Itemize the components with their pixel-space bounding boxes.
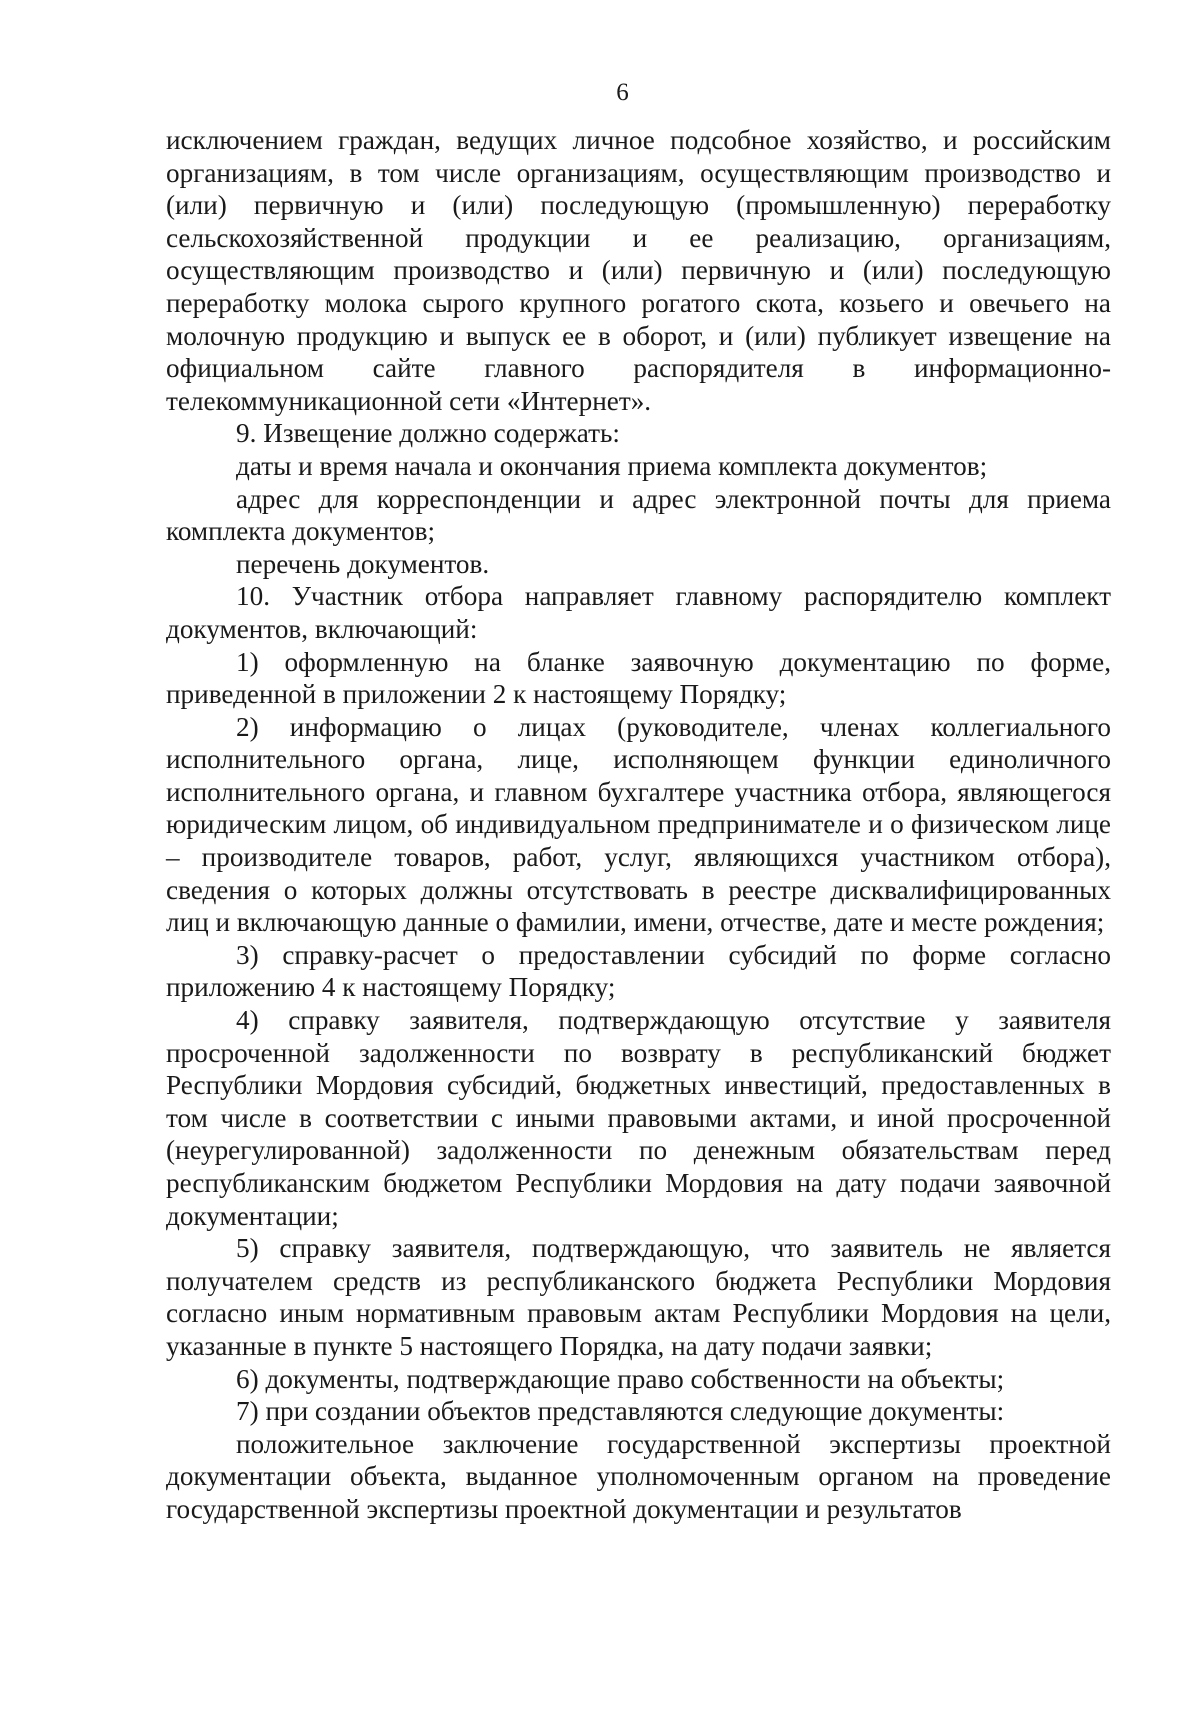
paragraph-subitem-6: 6) документы, подтверждающие право собственности на объекты; (236, 1363, 1005, 1394)
paragraph-subitem-3: 3) справку-расчет о предоставлении субсидий по форме согласно приложению 4 к настоящему Порядку; (166, 939, 1111, 1003)
paragraph-subitem-5: 5) справку заявителя, подтверждающую, что заявитель не является получателем средств из республиканского бюджета Республики Мордовия согласно иным нормативным правовым актам Республики Мордовия на цели, указанные в пункте 5 настоящего Порядка, на дату подачи заявки; (166, 1233, 1111, 1361)
paragraph-expertise: положительное заключение государственной экспертизы проектной документации объекта, выданное уполномоченным органом на проведение государственной экспертизы проектной документации и результатов (166, 1428, 1111, 1524)
document-body (166, 124, 1111, 1526)
paragraph-subitem-1: 1) оформленную на бланке заявочную документацию по форме, приведенной в приложении 2 к настоящему Порядку; (166, 646, 1111, 710)
paragraph-item-10: 10. Участник отбора направляет главному распорядителю комплект документов, включающий: (166, 581, 1111, 644)
paragraph-continuation: исключением граждан, ведущих личное подсобное хозяйство, и российским организациям, в том числе организациям, осуществляющим производство и (или) первичную и (или) последующую (промышленную) переработку сельскохозяйственной продукции и ее реализацию, организациям, осуществляющим производство и (или) первичную и (или) последующую переработку молока сырого крупного рогатого скота, козьего и овечьего на молочную продукцию и выпуск ее в оборот, и (или) публикует извещение на официальном сайте главного распорядителя в информационно-телекоммуникационной сети «Интернет». (166, 125, 1111, 416)
paragraph-document-list: перечень документов. (236, 548, 490, 579)
paragraph-subitem-7: 7) при создании объектов представляются следующие документы: (236, 1396, 1005, 1427)
paragraph-address: адрес для корреспонденции и адрес электронной почты для приема комплекта документов; (166, 483, 1111, 547)
paragraph-item-9: 9. Извещение должно содержать: (236, 418, 620, 449)
page-number: 6 (616, 79, 629, 106)
paragraph-dates: даты и время начала и окончания приема комплекта документов; (236, 450, 988, 481)
paragraph-subitem-4: 4) справку заявителя, подтверждающую отсутствие у заявителя просроченной задолженности по возврату в республиканский бюджет Республики Мордовия субсидий, бюджетных инвестиций, предоставленных в том числе в соответствии с иными правовыми актами, и иной просроченной (неурегулированной) задолженности по денежным обязательствам перед республиканским бюджетом Республики Мордовия на дату подачи заявочной документации; (166, 1005, 1111, 1231)
paragraph-subitem-2: 2) информацию о лицах (руководителе, членах коллегиального исполнительного органа, лице, исполняющем функции единоличного исполнительного органа, и главном бухгалтере участника отбора, являющегося юридическим лицом, об индивидуальном предпринимателе и о физическом лице – производителе товаров, работ, услуг, являющихся участником отбора), сведения о которых должны отсутствовать в реестре дисквалифицированных лиц и включающую данные о фамилии, имени, отчестве, дате и месте рождения; (166, 711, 1111, 938)
